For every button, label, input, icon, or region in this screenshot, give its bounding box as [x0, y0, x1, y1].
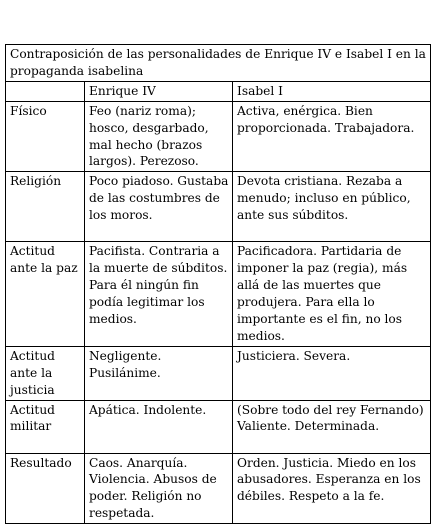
table-row — [6, 172, 431, 242]
comparison-table — [5, 44, 431, 524]
header-empty — [6, 81, 85, 101]
row-label: Físico — [6, 101, 85, 172]
cell-enrique: Apática. Indolente. — [85, 400, 233, 453]
cell-enrique: Negligente. Pusilánime. — [85, 346, 233, 400]
cell-enrique: Caos. Anarquía. Violencia. Abusos de poder. Religión no respetada. — [85, 453, 233, 524]
cell-isabel: (Sobre todo del rey Fernando) Valiente. Determinada. — [233, 400, 431, 453]
table-row — [6, 242, 431, 346]
cell-isabel: Justiciera. Severa. — [233, 346, 431, 400]
cell-enrique: Pacifista. Contraria a la muerte de súbditos. Para él ningún fin podía legitimar los medios. — [85, 242, 233, 346]
cell-enrique: Poco piadoso. Gustaba de las costumbres de los moros. — [85, 172, 233, 242]
row-label: Actitud ante la justicia — [6, 346, 85, 400]
header-enrique: Enrique IV — [85, 81, 233, 101]
table-title-row — [6, 45, 431, 82]
row-label: Religión — [6, 172, 85, 242]
table-row — [6, 453, 431, 524]
row-label: Resultado — [6, 453, 85, 524]
table-header-row — [6, 81, 431, 101]
table-row — [6, 101, 431, 172]
cell-enrique: Feo (nariz roma); hosco, desgarbado, mal hecho (brazos largos). Perezoso. — [85, 101, 233, 172]
table-row — [6, 346, 431, 400]
row-label: Actitud ante la paz — [6, 242, 85, 346]
cell-isabel: Orden. Justicia. Miedo en los abusadores. Esperanza en los débiles. Respeto a la fe. — [233, 453, 431, 524]
table-title: Contraposición de las personalidades de Enrique IV e Isabel I en la propaganda isabelina — [6, 45, 431, 82]
cell-isabel: Devota cristiana. Rezaba a menudo; incluso en público, ante sus súbditos. — [233, 172, 431, 242]
table-row — [6, 400, 431, 453]
row-label: Actitud militar — [6, 400, 85, 453]
header-isabel: Isabel I — [233, 81, 431, 101]
cell-isabel: Activa, enérgica. Bien proporcionada. Trabajadora. — [233, 101, 431, 172]
cell-isabel: Pacificadora. Partidaria de imponer la paz (regia), más allá de las muertes que produjera. Para ella lo importante es el fin, no los medios. — [233, 242, 431, 346]
